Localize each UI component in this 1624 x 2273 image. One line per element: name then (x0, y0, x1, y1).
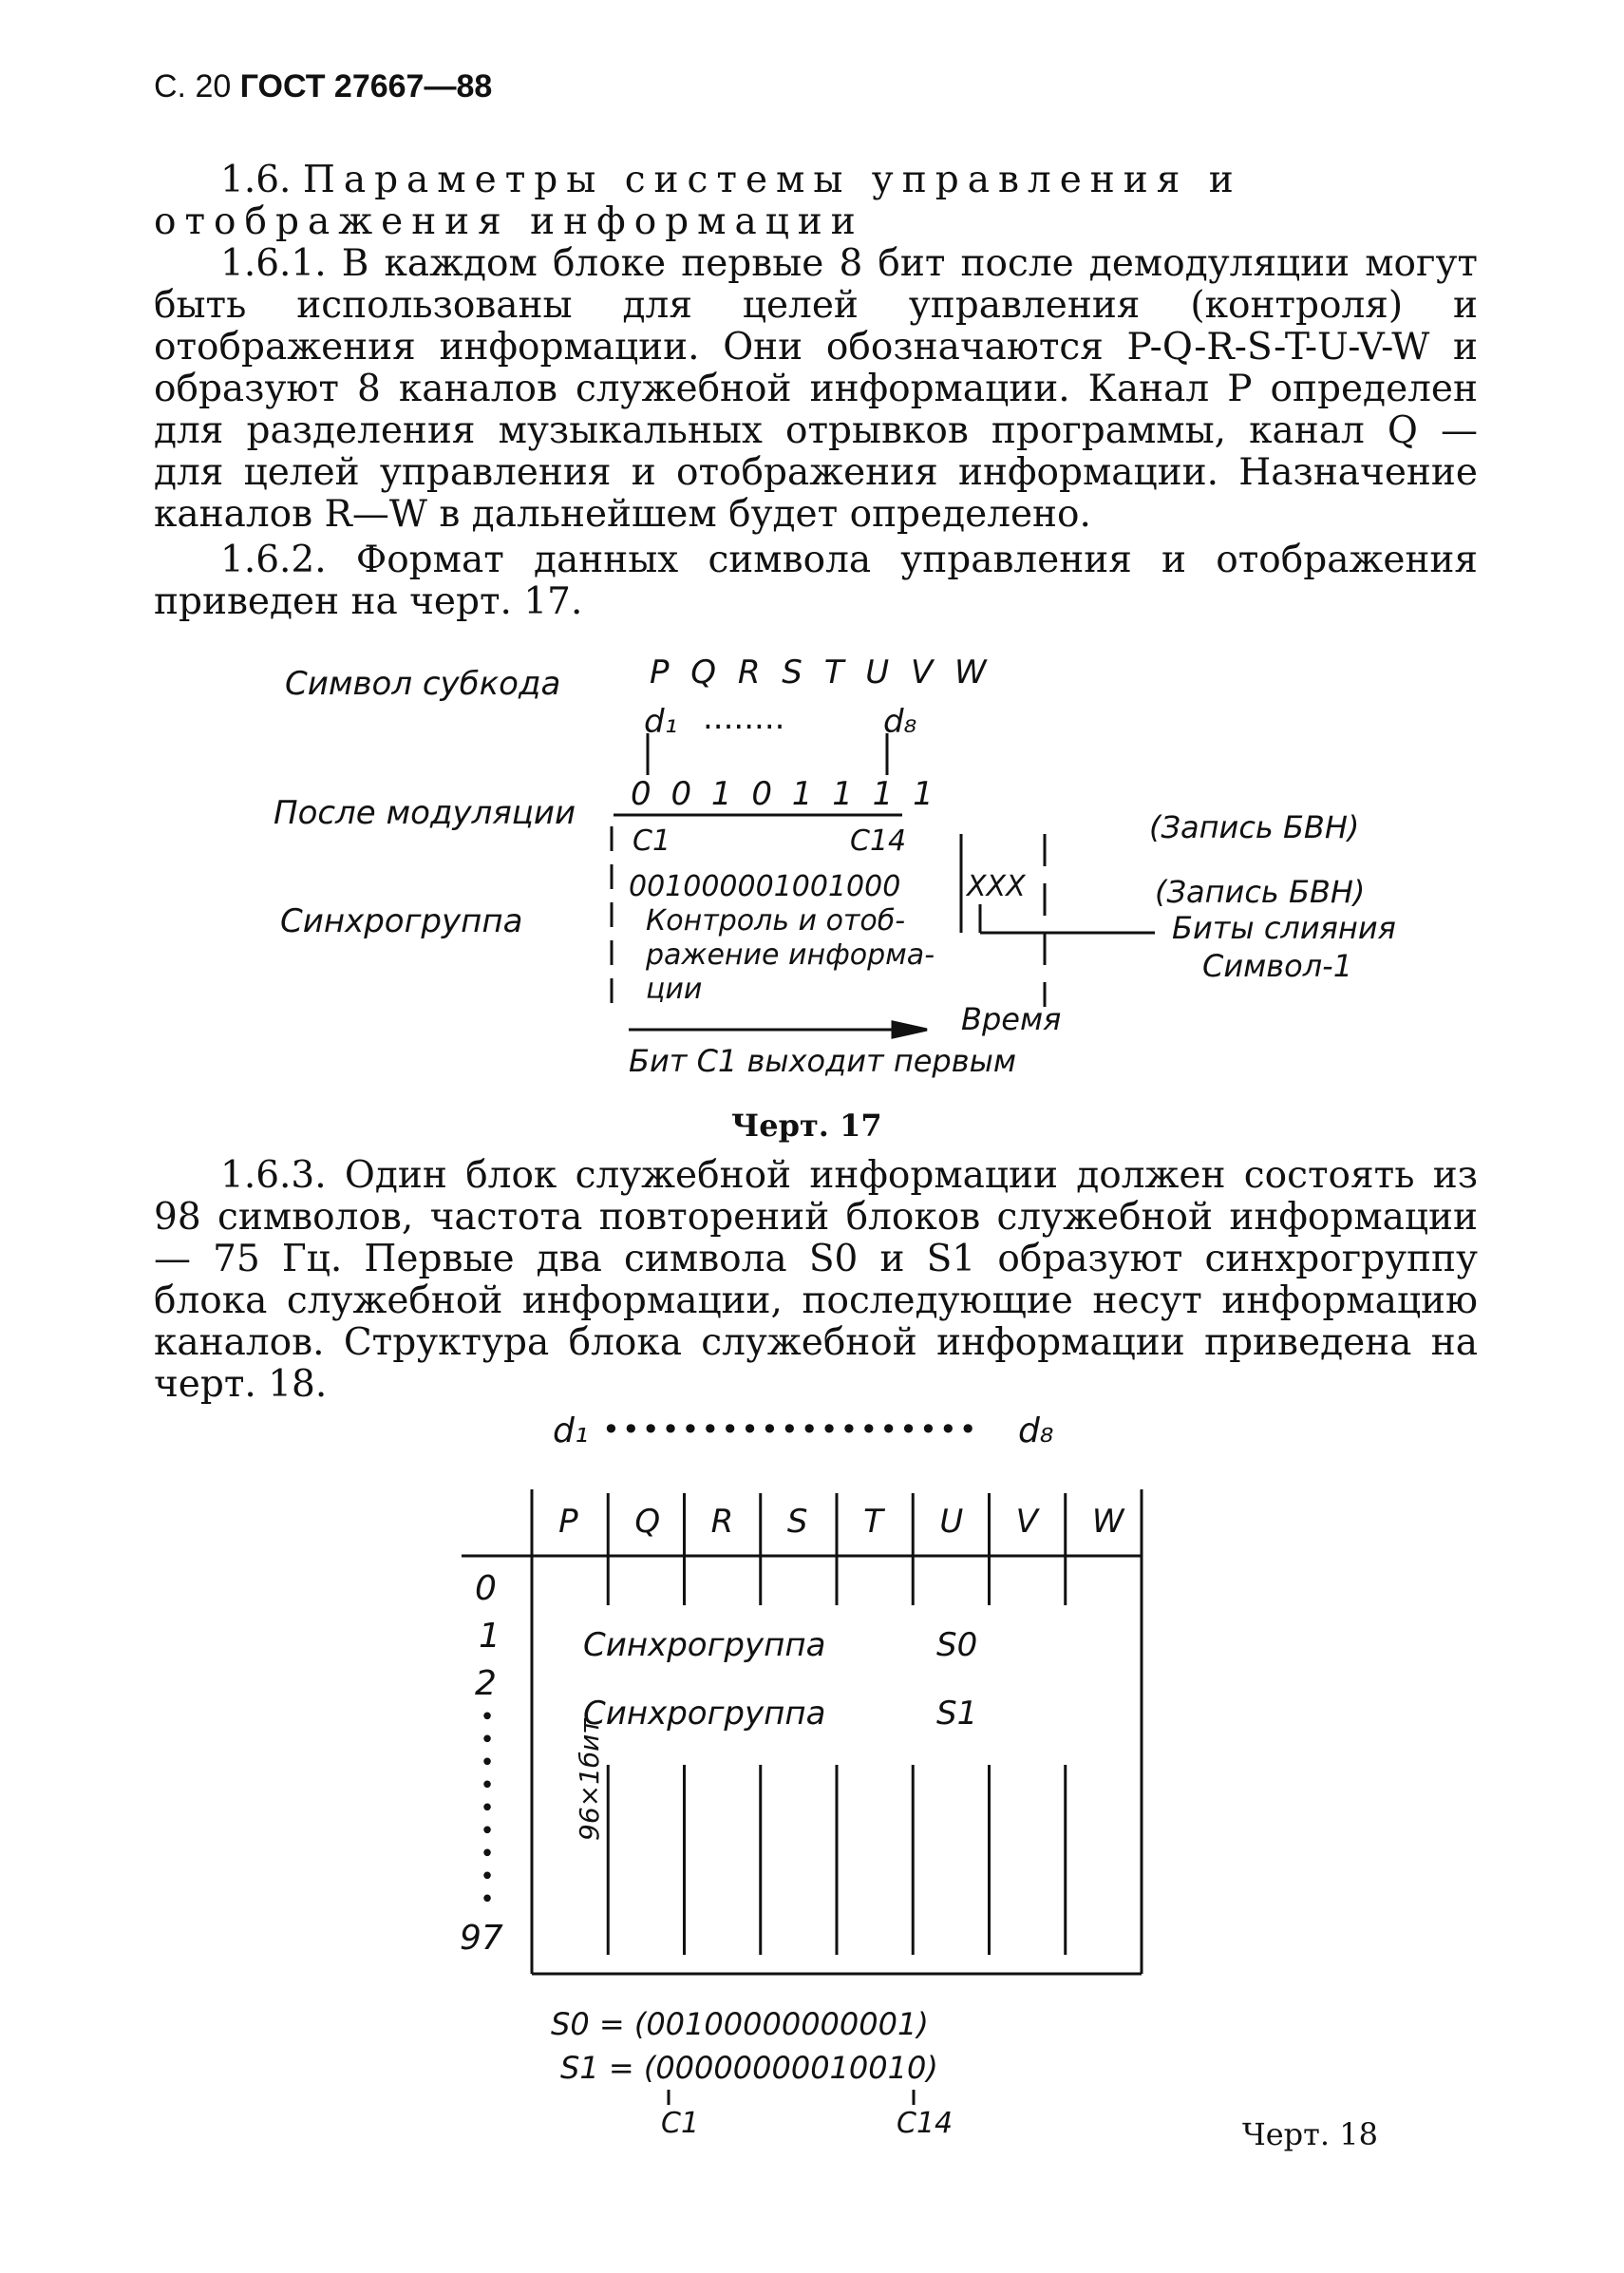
c1-label: C1 (633, 824, 671, 858)
label-symbol: Символ субкода (285, 665, 561, 703)
row-number-1: 1 (479, 1617, 500, 1656)
row-number-0: 0 (475, 1569, 497, 1608)
row-dots: • • • • • • • • • (480, 1703, 495, 1914)
xxx-label: XXX (967, 870, 1026, 903)
column-header-r: R (710, 1503, 734, 1541)
d8-label: d₈ (1018, 1411, 1054, 1450)
sync-bits: 00100000100100​0 (629, 870, 901, 903)
dots: ........ (703, 699, 785, 737)
paragraph-text: 1.6.3. Один блок служебной информации должен состоять из 98 символов, частота повторений блоков служебной информации — 75 Гц. Первые два символа S0 и S1 образуют синхрогруппу блока служебной информации, последующие несут информацию каналов. Структура блока служебной информации приведена на черт. 18. (154, 1154, 1478, 1406)
label-after-modulation: После модуляции (274, 794, 576, 832)
sync-row-2: Синхрогруппа (583, 1695, 826, 1733)
merge-bits-label: Биты слияния (1172, 910, 1396, 946)
page-number: С. 20 (154, 68, 232, 104)
row-number-2: 2 (475, 1664, 497, 1703)
row-number-97: 97 (460, 1919, 503, 1958)
dots: ••••••••••••••••••• (602, 1411, 979, 1448)
control-text-1: Контроль и отоб- (646, 904, 906, 938)
first-bit-label: Бит C1 выходит первым (629, 1043, 1016, 1079)
figure-17-caption: Черт. 17 (731, 1108, 882, 1144)
column-header-s: S (786, 1503, 808, 1541)
vertical-bit-label: 96×1бит (574, 1718, 605, 1841)
section-title: Параметры системы управления и отображения информации (154, 159, 1242, 243)
column-header-w: W (1091, 1503, 1124, 1541)
modulated-bits: 0 0 1 0 1 1 1 1 (631, 775, 938, 813)
record-note-a: (Запись БВН) (1149, 809, 1360, 845)
figure-18-caption: Черт. 18 (1242, 2116, 1378, 2152)
s1-definition: S1 = (00000000010010) (560, 2050, 938, 2086)
symbol-1-label: Символ-1 (1202, 948, 1353, 984)
record-note-b: (Запись БВН) (1155, 874, 1366, 910)
c1-label: C1 (661, 2107, 700, 2140)
paragraph-text: 1.6.2. Формат данных символа управления и отображения приведен на черт. 17. (154, 539, 1478, 623)
d1-label: d₁ (553, 1411, 589, 1450)
c14-label: C14 (897, 2107, 954, 2140)
column-header-q: Q (634, 1503, 661, 1541)
paragraph-text: 1.6.1. В каждом блоке первые 8 бит после демодуляции могут быть использованы для целей управления (контроля) и отображения информации. Они обозначаются P-Q-R-S-T-U-V-W и образуют 8 каналов служебной информации. Канал P определен для разделения музыкальных отрывков программы, канал Q — для целей управления и отображения информации. Назначение каналов R—W в дальнейшем будет определено. (154, 242, 1478, 536)
s0-label: S0 (936, 1626, 978, 1664)
standard-code: ГОСТ 27667—88 (239, 68, 493, 104)
time-label: Время (961, 1001, 1062, 1037)
sync-row-1: Синхрогруппа (583, 1626, 826, 1664)
d1-label: d₁ (644, 703, 678, 741)
c14-label: C14 (850, 824, 907, 858)
section-number: 1.6. (220, 159, 292, 201)
s1-label: S1 (936, 1695, 978, 1733)
s0-definition: S0 = (00100000000001) (551, 2006, 929, 2042)
column-header-u: U (939, 1503, 964, 1541)
control-text-2: ражение информа- (646, 938, 935, 972)
d8-label: d₈ (883, 703, 917, 741)
column-header-t: T (863, 1503, 883, 1541)
channel-letters: P Q R S T U V W (650, 653, 992, 691)
control-text-3: ции (646, 973, 703, 1006)
label-sync: Синхрогруппа (280, 902, 523, 940)
column-header-v: V (1015, 1503, 1038, 1541)
column-header-p: P (558, 1503, 578, 1541)
